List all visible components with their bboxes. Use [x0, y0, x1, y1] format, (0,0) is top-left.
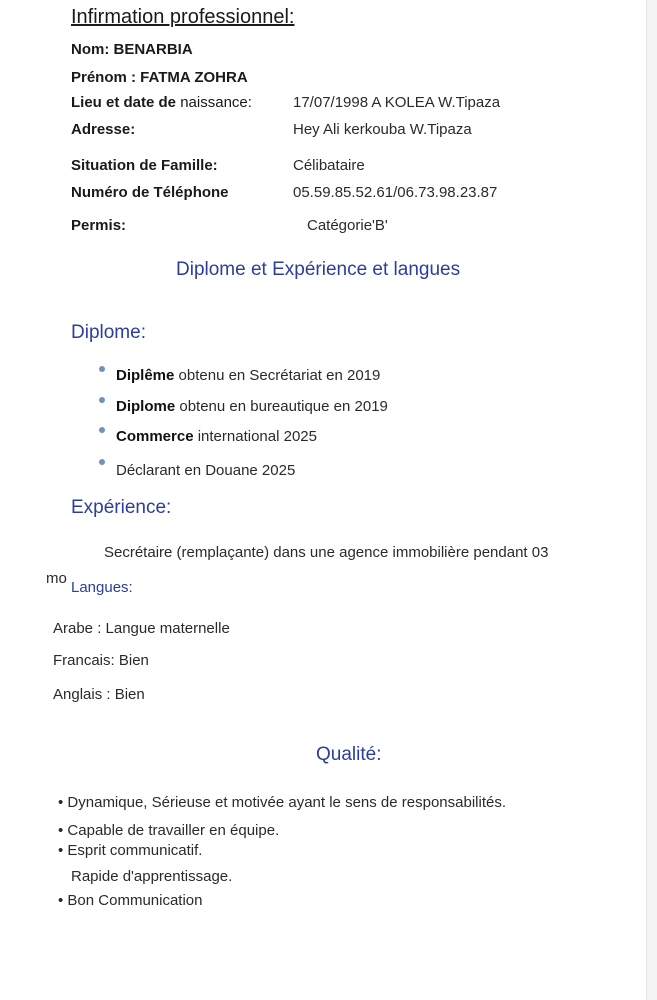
- bullet-dot-icon: •: [58, 892, 68, 909]
- telephone-value: 05.59.85.52.61/06.73.98.23.87: [293, 184, 498, 201]
- qualite-item: [58, 822, 279, 839]
- adresse-label: Adresse:: [71, 121, 136, 138]
- diplome-item: [116, 367, 380, 384]
- diplome-item-rest: obtenu en Secrétariat en 2019: [174, 367, 381, 384]
- diplome-item: [116, 398, 388, 415]
- situation-value: Célibataire: [293, 157, 365, 174]
- situation-label: Situation de Famille:: [71, 157, 218, 174]
- section-title: Infirmation professionnel:: [71, 6, 295, 28]
- lieu-label: [71, 94, 252, 111]
- langue-item: Anglais : Bien: [53, 686, 145, 703]
- qualite-item-text: Rapide d'apprentissage.: [71, 868, 233, 885]
- diplome-item-rest: Déclarant en Douane 2025: [116, 462, 296, 479]
- langue-item: Arabe : Langue maternelle: [53, 620, 230, 637]
- diplome-item-rest: international 2025: [193, 428, 317, 445]
- telephone-label: Numéro de Téléphone: [71, 184, 229, 201]
- bullet-dot-icon: •: [58, 842, 68, 859]
- qualite-item: [71, 868, 232, 885]
- diplome-item: [116, 428, 317, 445]
- diplome-item-bold: Commerce: [116, 428, 194, 445]
- bullet-icon: [99, 459, 105, 465]
- experience-heading: Expérience:: [71, 497, 172, 518]
- experience-overflow: mo: [46, 570, 67, 587]
- diplome-item-rest: obtenu en bureautique en 2019: [175, 398, 388, 415]
- permis-label: Permis:: [71, 217, 127, 234]
- diplome-item-bold: Diplome: [116, 398, 176, 415]
- bullet-dot-icon: •: [58, 822, 68, 839]
- diplome-item: [116, 462, 295, 479]
- lieu-label-rest: naissance:: [180, 94, 252, 111]
- permis-value: Catégorie'B': [307, 217, 388, 234]
- bullet-icon: [99, 427, 105, 433]
- lieu-label-bold: Lieu et date de: [71, 94, 181, 111]
- prenom-line: Prénom : FATMA ZOHRA: [71, 69, 248, 86]
- langue-item: Francais: Bien: [53, 652, 149, 669]
- qualite-item-text: Dynamique, Sérieuse et motivée ayant le sens de responsabilités.: [67, 794, 506, 811]
- qualite-heading: Qualité:: [316, 744, 382, 765]
- nom-line: Nom: BENARBIA: [71, 41, 193, 58]
- bullet-dot-icon: •: [58, 794, 68, 811]
- lieu-value: 17/07/1998 A KOLEA W.Tipaza: [293, 94, 501, 111]
- langues-heading: Langues:: [71, 579, 133, 596]
- qualite-item: [58, 842, 202, 859]
- bullet-icon: [99, 366, 105, 372]
- qualite-item: [58, 794, 506, 811]
- center-heading: Diplome et Expérience et langues: [176, 259, 461, 280]
- scrollbar[interactable]: [646, 0, 657, 1000]
- bullet-icon: [99, 397, 105, 403]
- qualite-item-text: Esprit communicatif.: [67, 842, 203, 859]
- diplome-item-bold: Diplême: [116, 367, 175, 384]
- adresse-value: Hey Ali kerkouba W.Tipaza: [293, 121, 472, 138]
- experience-text: Secrétaire (remplaçante) dans une agence immobilière pendant 03: [104, 544, 549, 561]
- diplome-heading: Diplome:: [71, 322, 146, 343]
- qualite-item-text: Bon Communication: [67, 892, 203, 909]
- qualite-item-text: Capable de travailler en équipe.: [67, 822, 280, 839]
- qualite-item: [58, 892, 203, 909]
